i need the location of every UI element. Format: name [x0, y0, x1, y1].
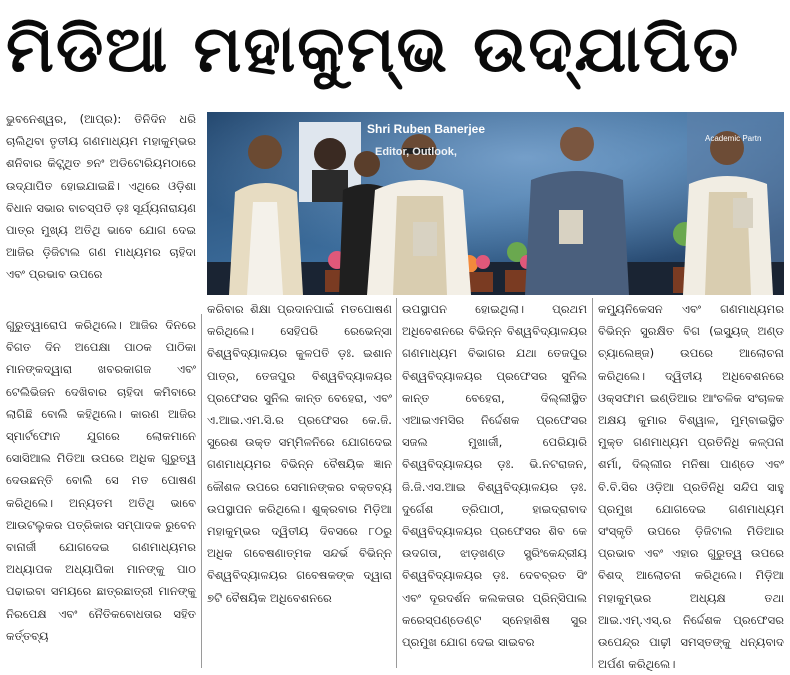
book-held-2 — [559, 210, 583, 244]
column-1-text: ଗୁରୁତ୍ୱାରୋପ କରିଥିଲେ। ଆଜିର ଦିନରେ ବିଗତ ଦିନ ଅପେକ୍ଷା ପାଠକ ପାଠିକା ମାନଙ୍କଦ୍ୱାରା ଖବରକାଗଜ ଏବଂ ଟେଲିଭିଜନ ଦେଖିବାର ଚାହିଦା କମିବାରେ ଲାଗିଛି ବୋଲି କହିଥିଲେ। କାରଣ ଆଜିର ସ୍ମାର୍ଟଫୋନ ଯୁଗରେ ଲୋକମାନେ ସୋସିଆଲ ମିଡିଆ ଉପରେ ଅଧିକ ଗୁରୁତ୍ୱ ଦେଉଛନ୍ତି ବୋଲି ସେ ମତ ପୋଷଣ କରିଥିଲେ। ଅନ୍ୟତମ ଅତିଥି ଭାବେ ଆଉଟଲୁକର ପତ୍ରିକାର ସମ୍ପାଦକ ରୁବେନ ବାନାର୍ଜୀ ଯୋଗଦେଇ ଗଣମାଧ୍ୟମର ଅଧ୍ୟାପକ ଅଧ୍ୟାପିକା ମାନଙ୍କୁ ପାଠ ପଢାଇବା ସମୟରେ ଛାତ୍ରଛାତ୍ରୀ ମାନଙ୍କୁ ନିରପେକ୍ଷ ଏବଂ ନୈତିକବୋଧତାର ସହିତ କର୍ତ୍ତବ୍ୟ — [6, 318, 196, 643]
book-held-1 — [413, 222, 437, 256]
headline: ମିଡିଆ ମହାକୁମ୍ଭ ଉଦ୍‌ଯାପିତ — [6, 13, 741, 87]
backdrop-name: Shri Ruben Banerjee — [367, 122, 486, 136]
intro-text: ଭୁବନେଶ୍ୱର, (ଆପ୍ର): ତିନିଦିନ ଧରି ଚାଲିଥିବା ତୃତୀୟ ଗଣମାଧ୍ୟମ ମହାକୁମ୍ଭର ଶନିବାର କିଟ୍ସ୍ଥିତ ୭ନଂ ଅଡିଟୋରିୟମଠାରେ ଉଦ୍‌ଯାପିତ ହୋଇଯାଇଛି। ଏଥିରେ ଓଡ଼ିଶା ବିଧାନ ସଭାର ବାଚସ୍ପତି ଡ଼ଃ ସୂର୍ଯ୍ୟନାରାୟଣ ପାତ୍ର ମୁଖ୍ୟ ଅତିଥି ଭାବେ ଯୋଗ ଦେଇ ଆଜିର ଡ଼ିଜିଟାଲ ଗଣ ମାଧ୍ୟମର ଚାହିଦା ଏବଂ ପ୍ରଭାବ ଉପରେ — [6, 112, 196, 282]
news-photo — [207, 112, 784, 295]
article-column-4 — [598, 298, 784, 675]
column-divider — [396, 298, 397, 668]
column-3-text: ଉପସ୍ଥାପନ ହୋଇଥିଲା। ପ୍ରଥମ ଅଧିବେଶନରେ ବିଭିନ୍ନ ବିଶ୍ୱବିଦ୍ୟାଳୟର ଗଣମାଧ୍ୟମ ବିଭାଗର ଯଥା ତେଜପୁର ବିଶ୍ୱବିଦ୍ୟାଳୟର ପ୍ରଫେସର ସୁନିଲ କାନ୍ତ ବେହେରା, ଦିଲ୍ଲୀସ୍ଥିତ ଏଆଇଏମସିର ନିର୍ଦ୍ଦେଶକ ପ୍ରଫେସର ସଜଲ ମୁଖାର୍ଜୀ, ପେରିୟାରି ବିଶ୍ୱବିଦ୍ୟାଳୟର ଡ଼ଃ. ଭି.ନଟରାଜନ, ଜି.ଜି.ଏସ.ଆଇ ବିଶ୍ୱବିଦ୍ୟାଳୟର ଡ଼ଃ. ଦୁର୍ଗେଶ ତ୍ରିପାଠୀ, ହାଇଦ୍ରାବାଦ ବିଶ୍ୱବିଦ୍ୟାଳୟର ପ୍ରଫେସର ଶିବ କେ ଉଦଗତା, ଝାଡ଼ଖଣ୍ଡ ସ୍ପ୍ରିଂକେନ୍ଦ୍ରୀୟ ବିଶ୍ୱବିଦ୍ୟାଳୟର ଡ଼ଃ. ଦେବବ୍ରତ ସିଂ ଏବଂ ଦୂରଦର୍ଶନ କଲକତାର ପ୍ରିନ୍ସିପାଲ କରେସ୍ପଣ୍ଡେଣ୍ଟ ସ୍ନେହାଶିଷ ସୁର ପ୍ରମୁଖ ଯୋଗ ଦେଇ ସାଇବର — [402, 302, 587, 650]
article-column-1 — [6, 314, 196, 647]
book-held-3 — [733, 198, 753, 228]
article-intro — [6, 108, 196, 286]
event-stage-photo — [207, 112, 784, 295]
article-column-3 — [402, 298, 587, 653]
column-4-text: କମ୍ୟୁନିକେସନ ଏବଂ ଗଣମାଧ୍ୟମର ବିଭିନ୍ନ ସୁରକ୍ଷିତ ବିଗ (ଇସ୍ୟୁଜ୍ ଅଣ୍ଡ ଚ୍ୟାଲେଞ୍ଜ) ଉପରେ ଆଲୋଚନା କରିଥିଲେ। ଦ୍ୱିତୀୟ ଅଧିବେଶନରେ ଓକ୍ସଫାମ ଇଣ୍ଡିଆର ଆଂଚଳିକ ସଂଚାଳକ ଅକ୍ଷୟ କୁମାର ବିଶ୍ୱାଳ, ମୁମ୍ବାଇସ୍ଥିତ ମୁକ୍ତ ଗଣମାଧ୍ୟମ ପ୍ରତିନିଧି କଳ୍ପନା ଶର୍ମା, ଦିଲ୍ଲୀର ମନିଷା ପାଣ୍ଡେ ଏବଂ ବି.ବି.ସିର ଓଡ଼ିଆ ପ୍ରତିନିଧି ସନ୍ଦିପ ସାହୁ ପ୍ରମୁଖ ଯୋଗଦେଇ ଗଣମାଧ୍ୟମ ସଂସ୍କୃତି ଉପରେ ଡ଼ିଜିଟାଲ ମିଡିଆର ପ୍ରଭାବ ଏବଂ ଏହାର ଗୁରୁତ୍ୱ ଉପରେ ବିଶଦ୍ ଆଲୋଚନା କରିଥିଲେ। ମିଡ଼ିଆ ମହାକୁମ୍ଭର ଅଧ୍ୟକ୍ଷ ତଥା ଆଇ.ଏମ୍.ଏସ୍.ର ନିର୍ଦ୍ଦେଶକ ପ୍ରଫେସର ଉପେନ୍ଦ୍ର ପାଢ଼ୀ ସମସ୍ତଙ୍କୁ ଧନ୍ୟବାଦ ଅର୍ପଣ କରିଥିଲେ। — [598, 302, 784, 672]
article-column-2 — [207, 298, 392, 609]
backdrop-partner-text: Academic Partn — [705, 134, 762, 143]
backdrop-subtitle: Editor, Outlook, — [375, 146, 457, 158]
column-divider — [201, 314, 202, 668]
column-2-text: କରିବାର ଶିକ୍ଷା ପ୍ରଦାନପାଇଁ ମତପୋଷଣ କରିଥିଲେ। ସେହିପରି ରେଭେନ୍ସା ବିଶ୍ୱବିଦ୍ୟାଳୟର କୁଳପତି ଡ଼ଃ. ଇଶାନ ପାତ୍ର, ତେଜପୁର ବିଶ୍ୱବିଦ୍ୟାଳୟର ପ୍ରଫେସର ସୁନିଲ କାନ୍ତ ବେହେରା, ଏବଂ ଏ.ଆଇ.ଏମ.ସି.ର ପ୍ରଫେସର କେ.ଜି. ସୁରେଶ ଉକ୍ତ ସମ୍ମିଳନିରେ ଯୋଗଦେଇ ଗଣମାଧ୍ୟମର ବିଭିନ୍ନ ବୈଷୟିକ ଜ୍ଞାନ କୌଶଳ ଉପରେ ସେମାନଙ୍କର ବକ୍ତବ୍ୟ ଉପସ୍ଥାପନ କରିଥିଲେ। ଶୁକ୍ରବାର ମିଡ଼ିଆ ମହାକୁମ୍ଭର ଦ୍ୱିତୀୟ ଦିବସରେ ୮୦ରୁ ଅଧିକ ଗବେଷଣାତ୍ମକ ସନ୍ଦର୍ଭ ବିଭିନ୍ନ ବିଶ୍ୱବିଦ୍ୟାଳୟର ଗବେଷକଙ୍କ ଦ୍ୱାରା ୭ଟି ବୈଷୟିକ ଅଧିବେଶନରେ — [207, 302, 392, 605]
column-divider — [592, 298, 593, 668]
